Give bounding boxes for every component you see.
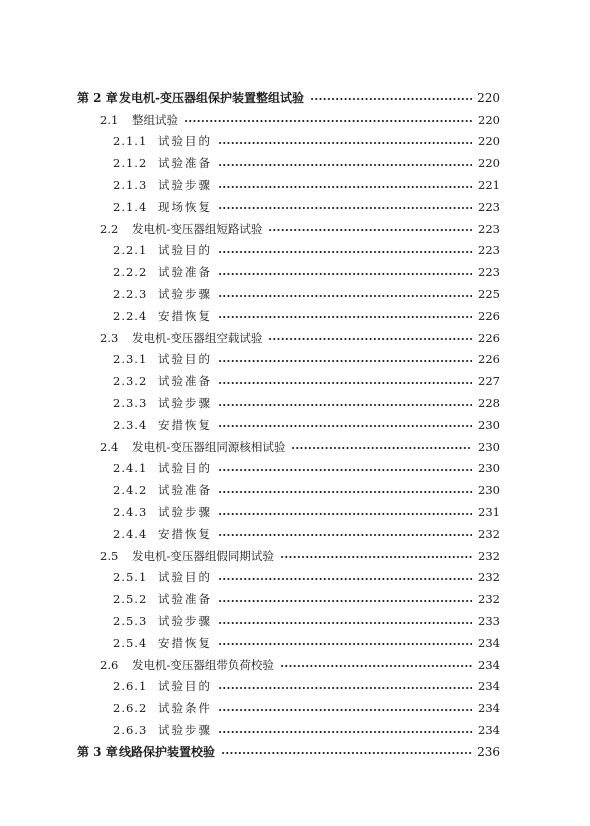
entry-page-number: 232 [478,570,500,585]
entry-page-number: 220 [477,90,500,105]
toc-section-entry[interactable] [0,545,500,567]
entry-page-number: 230 [478,439,500,454]
entry-title: 线路保护装置校验 [119,745,216,760]
entry-title: 发电机-变压器组短路试验 [132,221,263,236]
entry-page-number: 221 [478,178,500,193]
entry-title: 整组试验 [132,112,178,127]
entry-number: 2.6.1 [113,679,148,694]
entry-title: 试验准备 [158,483,212,498]
toc-subsection-entry[interactable] [0,305,500,327]
dot-leader [218,404,472,406]
entry-title: 试验准备 [158,265,212,280]
entry-number: 2.4.3 [113,505,148,520]
entry-number: 2.2 [100,221,119,236]
toc-subsection-entry[interactable] [0,501,500,523]
entry-page-number: 223 [478,243,500,258]
entry-title: 试验准备 [158,374,212,389]
dot-leader [218,643,472,645]
dot-leader [221,752,472,754]
dot-leader [218,425,472,427]
entry-page-number: 233 [478,614,500,629]
entry-page-number: 220 [478,156,500,171]
dot-leader [280,665,472,667]
entry-number: 2.6.2 [113,701,148,716]
entry-title: 试验步骤 [158,178,212,193]
entry-number: 2.1 [100,112,119,127]
entry-number: 2.2.3 [113,287,148,302]
entry-title: 现场恢复 [158,199,212,214]
entry-title: 试验条件 [158,701,212,716]
dot-leader [218,360,472,362]
entry-page-number: 234 [478,635,500,650]
entry-title: 安措恢复 [158,308,212,323]
entry-title: 试验目的 [158,134,212,149]
entry-title: 试验目的 [158,461,212,476]
entry-page-number: 220 [478,112,500,127]
entry-page-number: 232 [478,592,500,607]
entry-number: 2.1.4 [113,199,148,214]
entry-number: 2.6.3 [113,723,148,738]
toc-subsection-entry[interactable] [0,610,500,632]
entry-page-number: 226 [478,308,500,323]
toc-subsection-entry[interactable] [0,131,500,153]
entry-page-number: 226 [478,330,500,345]
entry-title: 发电机-变压器组保护装置整组试验 [119,91,304,106]
entry-page-number: 232 [478,548,500,563]
entry-page-number: 234 [478,701,500,716]
dot-leader [218,251,472,253]
dot-leader [218,600,472,602]
toc-subsection-entry[interactable] [0,370,500,392]
entry-number: 2.3.2 [113,374,148,389]
dot-leader [291,447,472,449]
entry-number: 2.2.4 [113,308,148,323]
entry-number: 2.3.1 [113,352,148,367]
entry-page-number: 228 [478,396,500,411]
entry-title: 试验步骤 [158,396,212,411]
entry-number: 2.5.4 [113,635,148,650]
entry-title: 试验准备 [158,592,212,607]
entry-page-number: 234 [478,657,500,672]
entry-title: 安措恢复 [158,526,212,541]
dot-leader [268,229,472,231]
entry-page-number: 234 [478,679,500,694]
entry-title: 试验步骤 [158,287,212,302]
toc-section-entry[interactable] [0,218,500,240]
dot-leader [218,578,472,580]
entry-page-number: 223 [478,265,500,280]
entry-number: 2.2.2 [113,265,148,280]
toc-subsection-entry[interactable] [0,719,500,741]
entry-title: 发电机-变压器组假同期试验 [132,548,274,563]
dot-leader [310,98,472,100]
dot-leader [268,338,472,340]
toc-subsection-entry[interactable] [0,567,500,589]
toc-subsection-entry[interactable] [0,676,500,698]
toc-subsection-entry[interactable] [0,632,500,654]
dot-leader [218,316,472,318]
entry-page-number: 236 [477,744,500,759]
entry-number: 第 2 章 [77,91,118,106]
entry-page-number: 231 [478,505,500,520]
entry-number: 2.5.3 [113,614,148,629]
dot-leader [184,120,472,122]
toc-subsection-entry[interactable] [0,588,500,610]
toc-subsection-entry[interactable] [0,349,500,371]
toc-subsection-entry[interactable] [0,152,500,174]
toc-subsection-entry[interactable] [0,174,500,196]
entry-title: 试验目的 [158,679,212,694]
entry-title: 试验目的 [158,352,212,367]
dot-leader [218,207,472,209]
entry-title: 发电机-变压器组同源核相试验 [132,439,286,454]
dot-leader [218,687,472,689]
entry-number: 第 3 章 [77,745,118,760]
dot-leader [218,513,472,515]
entry-title: 试验步骤 [158,723,212,738]
entry-title: 试验准备 [158,156,212,171]
toc-section-entry[interactable] [0,109,500,131]
entry-page-number: 232 [478,526,500,541]
dot-leader [218,186,472,188]
toc-subsection-entry[interactable] [0,240,500,262]
toc-subsection-entry[interactable] [0,458,500,480]
entry-title: 发电机-变压器组带负荷校验 [132,657,274,672]
entry-title: 安措恢复 [158,417,212,432]
dot-leader [218,142,472,144]
dot-leader [218,491,472,493]
entry-number: 2.3.3 [113,396,148,411]
entry-number: 2.1.2 [113,156,148,171]
entry-page-number: 220 [478,134,500,149]
entry-number: 2.5.2 [113,592,148,607]
entry-number: 2.4.2 [113,483,148,498]
entry-title: 试验步骤 [158,505,212,520]
toc-subsection-entry[interactable] [0,697,500,719]
toc-subsection-entry[interactable] [0,283,500,305]
entry-title: 试验步骤 [158,614,212,629]
entry-page-number: 230 [478,483,500,498]
dot-leader [218,622,472,624]
toc-subsection-entry[interactable] [0,479,500,501]
entry-number: 2.4.1 [113,461,148,476]
toc-subsection-entry[interactable] [0,196,500,218]
entry-page-number: 223 [478,199,500,214]
toc-subsection-entry[interactable] [0,261,500,283]
entry-number: 2.1.3 [113,178,148,193]
toc-subsection-entry[interactable] [0,523,500,545]
entry-title: 安措恢复 [158,635,212,650]
entry-title: 试验目的 [158,243,212,258]
dot-leader [280,556,472,558]
entry-number: 2.6 [100,657,119,672]
entry-page-number: 234 [478,723,500,738]
dot-leader [218,295,472,297]
entry-page-number: 230 [478,461,500,476]
toc-section-entry[interactable] [0,327,500,349]
toc-chapter-entry[interactable] [0,87,500,109]
entry-page-number: 223 [478,221,500,236]
toc-section-entry[interactable] [0,436,500,458]
dot-leader [218,709,472,711]
entry-number: 2.3 [100,330,119,345]
entry-title: 发电机-变压器组空载试验 [132,330,263,345]
entry-page-number: 225 [478,287,500,302]
entry-title: 试验目的 [158,570,212,585]
dot-leader [218,469,472,471]
entry-page-number: 230 [478,417,500,432]
entry-number: 2.2.1 [113,243,148,258]
dot-leader [218,382,472,384]
dot-leader [218,273,472,275]
entry-page-number: 226 [478,352,500,367]
entry-page-number: 227 [478,374,500,389]
entry-number: 2.1.1 [113,134,148,149]
toc-section-entry[interactable] [0,654,500,676]
entry-number: 2.3.4 [113,417,148,432]
entry-number: 2.4.4 [113,526,148,541]
entry-number: 2.5.1 [113,570,148,585]
dot-leader [218,534,472,536]
toc-subsection-entry[interactable] [0,414,500,436]
toc-subsection-entry[interactable] [0,392,500,414]
toc-chapter-entry[interactable] [0,741,500,763]
entry-number: 2.4 [100,439,119,454]
dot-leader [218,164,472,166]
dot-leader [218,731,472,733]
entry-number: 2.5 [100,548,119,563]
